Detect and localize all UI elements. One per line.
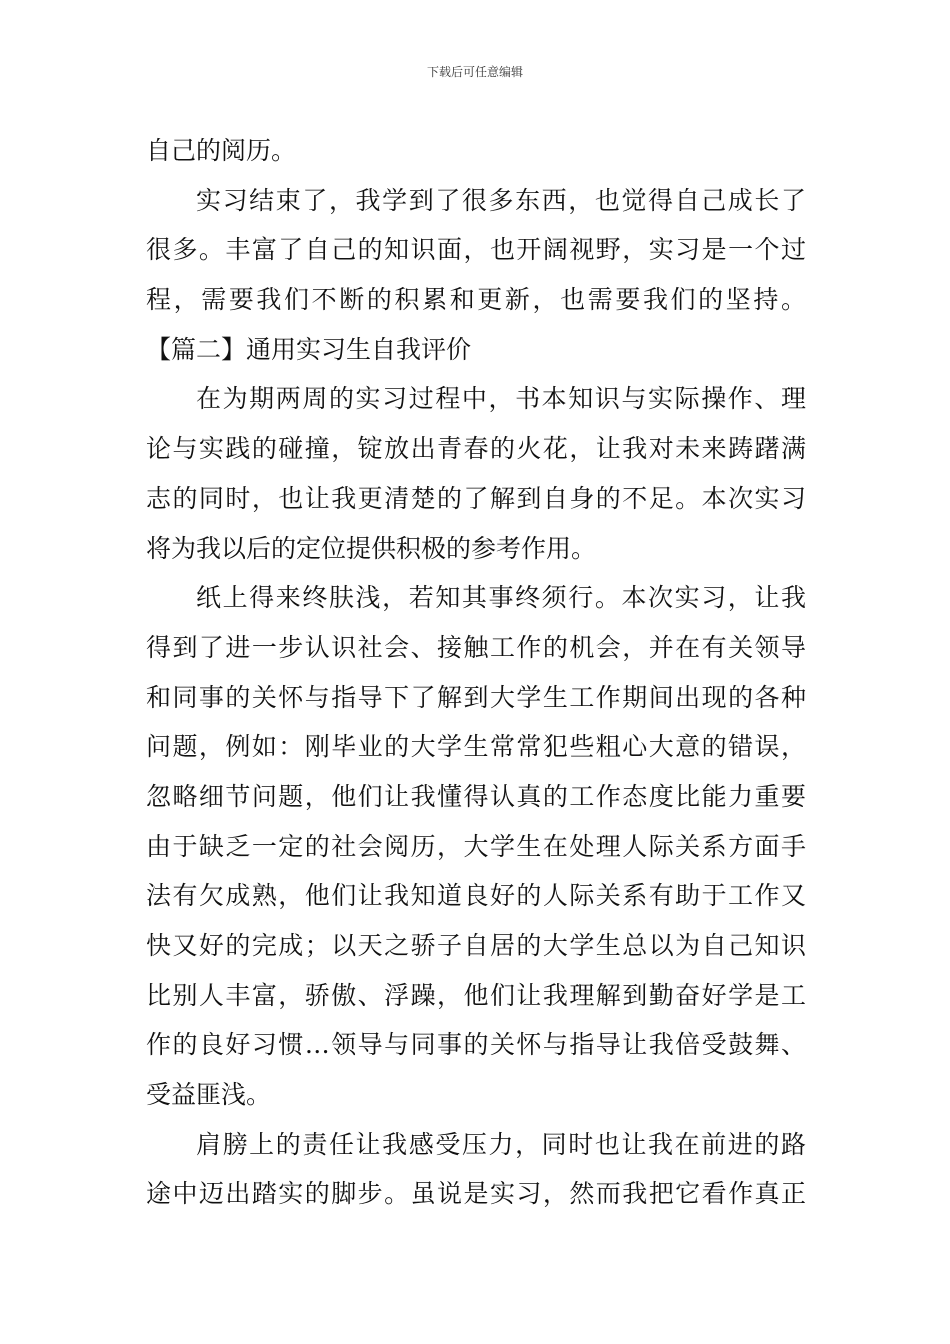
text-line: 法有欠成熟，他们让我知道良好的人际关系有助于工作又 xyxy=(146,881,806,911)
text-line: 自己的阅历。 xyxy=(146,136,297,165)
text-line: 忽略细节问题，他们让我懂得认真的工作态度比能力重要 xyxy=(146,781,806,811)
text-line: 快又好的完成；以天之骄子自居的大学生总以为自己知识 xyxy=(146,931,806,960)
text-line: 实习结束了，我学到了很多东西，也觉得自己成长了 xyxy=(196,185,806,215)
text-line: 由于缺乏一定的社会阅历，大学生在处理人际关系方面手 xyxy=(146,831,806,861)
text-line: 将为我以后的定位提供积极的参考作用。 xyxy=(146,533,597,563)
text-line: 志的同时，也让我更清楚的了解到自身的不足。本次实习 xyxy=(146,483,806,513)
text-line: 作的良好习惯…领导与同事的关怀与指导让我倍受鼓舞、 xyxy=(146,1030,806,1060)
text-line: 在为期两周的实习过程中，书本知识与实际操作、理 xyxy=(196,384,806,414)
text-line: 和同事的关怀与指导下了解到大学生工作期间出现的各种 xyxy=(146,682,806,712)
text-line: 程，需要我们不断的积累和更新，也需要我们的坚持。 xyxy=(146,285,806,315)
text-line: 论与实践的碰撞，锭放出青春的火花，让我对未来踌躇满 xyxy=(146,434,806,464)
section-heading: 【篇二】通用实习生自我评价 xyxy=(146,334,472,364)
text-line: 很多。丰富了自己的知识面，也开阔视野，实习是一个过 xyxy=(146,235,806,265)
text-line: 纸上得来终肤浅，若知其事终须行。本次实习，让我 xyxy=(196,583,806,613)
text-line: 受益匪浅。 xyxy=(146,1080,272,1110)
text-line: 途中迈出踏实的脚步。虽说是实习，然而我把它看作真正 xyxy=(146,1179,806,1209)
document-body xyxy=(146,126,806,1219)
text-line: 问题，例如：刚毕业的大学生常常犯些粗心大意的错误， xyxy=(146,732,806,762)
text-line: 肩膀上的责任让我感受压力，同时也让我在前进的路 xyxy=(196,1129,806,1159)
text-line: 比别人丰富，骄傲、浮躁，他们让我理解到勤奋好学是工 xyxy=(146,980,806,1010)
page-header: 下载后可任意编辑 xyxy=(426,65,523,79)
text-line: 得到了进一步认识社会、接触工作的机会，并在有关领导 xyxy=(146,632,806,662)
